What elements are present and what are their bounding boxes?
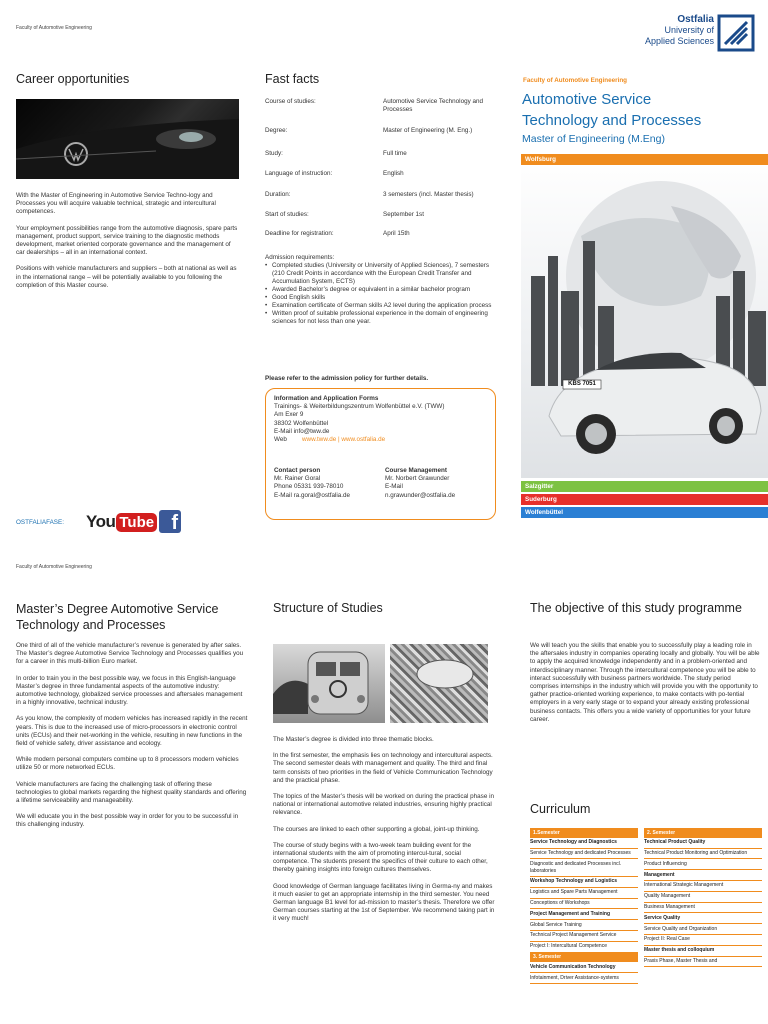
masters-text — [16, 642, 248, 838]
cm-title: Course Management — [385, 467, 447, 474]
masters-paragraph: We will educate you in the best possible way in order for you to be successful in this challenging industry. — [16, 813, 239, 829]
cover-car-illustration — [521, 166, 768, 478]
admission-item: • Good English skills — [265, 294, 498, 302]
curriculum-course: Project I: Intercultural Competence — [530, 942, 638, 953]
masters-paragraph: While modern personal computers combine up to 8 processors modern vehicles utilize 50 or more networked ECUs. — [16, 756, 239, 772]
vintage-cars-illustration — [273, 644, 385, 723]
cover-subtitle: Master of Engineering (M.Eng) — [522, 133, 665, 145]
contact-person — [274, 467, 382, 500]
curriculum-left-column — [530, 828, 638, 984]
structure-paragraph: The courses are linked to each other supporting a global, joint-up thinking. — [273, 825, 480, 833]
curriculum-course: Conceptions of Workshops — [530, 899, 638, 910]
curriculum-course: International Strategic Management — [644, 881, 762, 892]
info-box — [265, 388, 496, 520]
admission-list — [265, 262, 498, 326]
car-parts-illustration — [390, 644, 488, 723]
logo-line2: University of — [664, 25, 714, 35]
masters-paragraph: One third of all of the vehicle manufacturer’s revenue is generated by after sales. The Master’s degree Automotive Service Technology and Processes qualifies you for a career in this multi-billion Euro market. — [16, 642, 244, 666]
fact-label: Study: — [265, 150, 283, 157]
contact-email[interactable] — [274, 492, 382, 500]
fact-value: September 1st — [383, 211, 424, 218]
curriculum-course: Diagnostic and dedicated Processes incl. laboratories — [530, 859, 638, 877]
info-web-link[interactable]: www.tww.de | www.ostfalia.de — [302, 436, 386, 444]
admission-title: Admission requirements: — [265, 254, 335, 261]
curriculum-course: Technical Project Management Service — [530, 931, 638, 942]
cover-title — [522, 89, 701, 131]
admission-policy-note: Please refer to the admission policy for further details. — [265, 375, 429, 382]
admission-item: • Awarded Bachelor’s degree or equivalent in a similar bachelor program — [265, 286, 498, 294]
campus-bar-suderburg: Suderburg — [521, 494, 768, 505]
curriculum-semester-header: 3. Semester — [530, 953, 638, 963]
youtube-you: You — [86, 512, 116, 531]
admission-item: • Examination certificate of German skills A2 level during the application process — [265, 302, 498, 310]
curriculum-title: Curriculum — [530, 802, 591, 816]
curriculum-course: Logistics and Spare Parts Management — [530, 888, 638, 899]
facebook-icon[interactable]: f — [159, 510, 181, 533]
structure-paragraph: In the first semester, the emphasis lies on technology and intercultural aspects. The second semester deals with management and quality. The third and final term consists of two priorities in the field of Vehicle Communication Technology and the practical phase. — [273, 752, 493, 784]
contact-name: Mr. Rainer Goral — [274, 475, 321, 483]
fact-label: Course of studies: — [265, 98, 316, 105]
curriculum-module: Service Quality — [644, 913, 762, 924]
masters-paragraph: In order to train you in the best possible way, we focus in this English-language Master’s degree in three fundamental aspects of the automotive industry: automotive technology, globalized service processes and aftersales management in a highly innovative, technical industry. — [16, 674, 243, 707]
structure-title: Structure of Studies — [273, 601, 383, 615]
contact-email-address[interactable]: ra.goral@ostfalia.de — [293, 491, 351, 499]
fact-value: Master of Engineering (M. Eng.) — [383, 127, 473, 134]
curriculum-module: Service Technology and Diagnostics — [530, 838, 638, 849]
youtube-tube: Tube — [116, 513, 157, 532]
logo-line1: Ostfalia — [677, 14, 714, 25]
curriculum-course: Project II: Real Case — [644, 935, 762, 946]
contact-email-label: E-Mail — [274, 491, 292, 499]
cm-email-address[interactable]: n.grawunder@ostfalia.de — [385, 491, 456, 499]
ostfalia-logo-text — [614, 14, 714, 47]
curriculum-right-column — [644, 828, 762, 967]
license-plate: KBS 7051 — [568, 381, 596, 387]
fact-label: Start of studies: — [265, 211, 309, 218]
curriculum-semester-header: 1.Semester — [530, 828, 638, 838]
admission-item: • Completed studies (University or University of Applied Sciences), 7 semesters (210 Credit Points in accordance with the European Credit Transfer and Accumulation System, ECTS) — [265, 262, 498, 286]
structure-paragraph: The topics of the Master’s thesis will be worked on during the practical phase in national or international automotive related industries, ensuring highly practical relevance. — [273, 793, 494, 817]
curriculum-course: Service Technology and dedicated Processes — [530, 849, 638, 860]
info-web-label: Web — [274, 436, 287, 444]
career-paragraph: Your employment possibilities range from the automotive diagnosis, spare parts management, product support, service training to the diagnostic methods development, market oriented corporate governance and the management of car dealerships – all in an international context. — [16, 224, 238, 257]
curriculum-course: Quality Management — [644, 892, 762, 903]
faculty-header-small: Faculty of Automotive Engineering — [16, 25, 92, 31]
admission-item: • Written proof of suitable professional experience in the domain of engineering sciences for not less than one year. — [265, 310, 498, 326]
contact-title: Contact person — [274, 467, 321, 474]
cover-faculty: Faculty of Automotive Engineering — [523, 77, 628, 84]
car-parts-photo — [390, 644, 488, 723]
structure-text — [273, 736, 495, 932]
logo-line3: Applied Sciences — [644, 36, 714, 46]
campus-bar-salzgitter: Salzgitter — [521, 481, 768, 492]
cover-title-line1: Automotive Service — [522, 91, 652, 108]
cover-title-line2: Technology and Processes — [522, 112, 702, 129]
curriculum-semester-header: 2. Semester — [644, 828, 762, 838]
curriculum-course: Praxis Phase, Master Thesis and — [644, 957, 762, 968]
vintage-cars-photo — [273, 644, 385, 723]
career-paragraph: Positions with vehicle manufacturers and suppliers – both at national as well as in the international range – will be potentially available to you following the completion of this Master course. — [16, 265, 237, 289]
curriculum-module: Management — [644, 870, 762, 881]
fact-label: Language of instruction: — [265, 170, 333, 177]
fact-label: Degree: — [265, 127, 288, 134]
fact-value: 3 semesters (incl. Master thesis) — [383, 191, 474, 198]
faculty-header-small-page2: Faculty of Automotive Engineering — [16, 564, 92, 570]
course-management — [385, 467, 493, 500]
curriculum-course: Technical Product Monitoring and Optimization — [644, 849, 762, 860]
campus-bar-wolfsburg: Wolfsburg — [521, 154, 768, 165]
cover-car-photo — [521, 166, 768, 478]
curriculum-module: Vehicle Communication Technology — [530, 962, 638, 973]
cm-email-label: E-Mail — [385, 483, 403, 491]
fact-value: Full time — [383, 150, 407, 157]
youtube-link[interactable] — [86, 510, 157, 534]
curriculum-course: Service Quality and Organization — [644, 924, 762, 935]
curriculum-course: Infotainment, Driver Assistance-systems — [530, 973, 638, 984]
structure-paragraph: The course of study begins with a two-week team building event for the international students with the aim of promoting intercul-tural, social competence. The students present the specifics of their culture to each other, thereby gaining insights into foreign cultures themselves. — [273, 841, 488, 874]
info-email[interactable]: E-Mail info@tww.de — [274, 427, 330, 435]
career-text — [16, 192, 241, 298]
curriculum-course: Global Service Training — [530, 920, 638, 931]
career-title: Career opportunities — [16, 72, 130, 86]
car-front-photo — [16, 99, 239, 179]
ostfalia-logo-icon — [717, 14, 755, 52]
structure-paragraph: Good knowledge of German language facilitates living in Germa-ny and makes it much easier to get an appropriate internship in the third semester. You need German language B1 level for ad-mission to master’s thesis. Therefore we offer German courses starting at the 1st of September. We recommend taking part in it very much! — [273, 882, 495, 923]
career-paragraph: With the Master of Engineering in Automotive Service Techno-logy and Processes you will acquire valuable technical, strategic and intercultural competences. — [16, 192, 216, 216]
fact-label: Deadline for registration: — [265, 230, 334, 237]
curriculum-module: Project Management and Training — [530, 909, 638, 920]
fact-value: April 15th — [383, 230, 410, 237]
campus-bar-wolfenbuettel: Wolfenbüttel — [521, 507, 768, 518]
social-label: OSTFALIAFASE: — [16, 519, 64, 526]
info-web — [274, 436, 487, 444]
admission-block — [265, 254, 498, 326]
curriculum-course: Product Influencing — [644, 859, 762, 870]
curriculum-module: Technical Product Quality — [644, 838, 762, 849]
info-city: 38302 Wolfenbüttel — [274, 419, 329, 427]
structure-paragraph: The Master’s degree is divided into three thematic blocks. — [273, 736, 434, 743]
curriculum-module: Master thesis and colloquium — [644, 946, 762, 957]
objective-text: We will teach you the skills that enable you to successfully play a leading role in the aftersales industry in companies operating locally and globally. You will be able to apply the acquired knowledge independently and in a problem-oriented and interdisciplinary manner. Through the intercultural competence you will be able to interact successfully with business partners worldwide. The study period comprises internships in the industry which will provide you with the opportunity to gather practice-oriented working experience, to make contacts with po-tential employers in a very early stage or to expand your already existing professional business contacts. This offers you a wide variety of opportunities for your future career. — [530, 642, 760, 723]
curriculum-module: Workshop Technology and Logistics — [530, 877, 638, 888]
info-org: Trainings- & Weiterbildungszentrum Wolfenbüttel e.V. (TWW) — [274, 403, 445, 411]
info-street: Am Exer 9 — [274, 411, 304, 419]
fact-value: Automotive Service Technology and Processes — [383, 98, 483, 114]
info-title: Information and Application Forms — [274, 395, 379, 402]
car-front-illustration — [16, 99, 239, 179]
objective-title: The objective of this study programme — [530, 601, 742, 615]
fact-label: Duration: — [265, 191, 291, 198]
curriculum-course: Business Management — [644, 903, 762, 914]
masters-title: Master’s Degree Automotive Service Technology and Processes — [16, 602, 219, 632]
masters-paragraph: As you know, the complexity of modern vehicles has increased rapidly in the recent years. This is due to the increased use of micro-processors in electronic control units (ECUs) and their net-working in the vehicle, resulting in new functions in the field of vehicle safety, driver assistance and ecology. — [16, 715, 248, 748]
fast-facts-title: Fast facts — [265, 72, 320, 86]
masters-paragraph: Vehicle manufacturers are facing the challenging task of offering these technologies to global markets regarding the highest quality standards and offering a lifetime serviceability and manageability. — [16, 780, 247, 805]
contact-phone: Phone 05331 939-78010 — [274, 483, 344, 491]
fact-value: English — [383, 170, 404, 177]
cm-name: Mr. Norbert Grawunder — [385, 475, 450, 483]
